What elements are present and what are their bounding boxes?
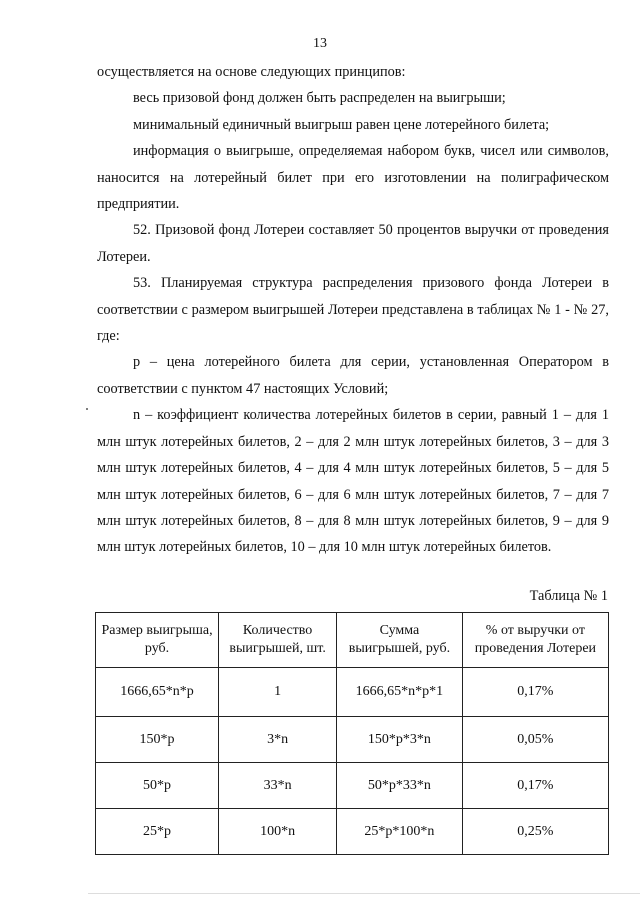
table-cell: 1666,65*n*p*1 xyxy=(337,668,463,717)
table-cell: 150*p xyxy=(96,717,219,763)
paragraph: информация о выигрыше, определяемая набором букв, чисел или символов, наносится на лотерейный билет при его изготовлении на полиграфическом предприятии. xyxy=(97,143,609,213)
table-cell: 150*p*3*n xyxy=(337,717,463,763)
paragraph: осуществляется на основе следующих принципов: xyxy=(97,64,406,80)
header-cell: Сумма выигрышей, руб. xyxy=(337,613,463,668)
table-cell: 50*p*33*n xyxy=(337,763,463,809)
scan-edge-line xyxy=(88,893,640,894)
table-header-row xyxy=(96,613,609,668)
paragraph: минимальный единичный выигрыш равен цене лотерейного билета; xyxy=(133,116,550,133)
paragraph: 52. Призовой фонд Лотереи составляет 50 процентов выручки от проведения Лотереи. xyxy=(97,222,609,265)
table-cell: 25*p*100*n xyxy=(337,809,463,855)
paragraph: весь призовой фонд должен быть распределен на выигрыши; xyxy=(133,90,506,107)
table-cell: 0,25% xyxy=(462,809,608,855)
table-row xyxy=(96,717,609,763)
table-cell: 100*n xyxy=(219,809,337,855)
header-cell: Количество выигрышей, шт. xyxy=(219,613,337,668)
scan-speck xyxy=(86,408,88,410)
paragraph: 53. Планируемая структура распределения призового фонда Лотереи в соответствии с размером выигрышей Лотереи представлена в таблицах № 1 - № 27, где: xyxy=(97,275,609,345)
table-cell: 0,17% xyxy=(462,763,608,809)
table-row xyxy=(96,809,609,855)
table-cell: 1666,65*n*p xyxy=(96,668,219,717)
page-number: 13 xyxy=(313,36,327,51)
header-cell: Размер выигрыша, руб. xyxy=(96,613,219,668)
paragraph: p – цена лотерейного билета для серии, установленная Оператором в соответствии с пунктом 47 настоящих Условий; xyxy=(97,354,609,397)
paragraph: n – коэффициент количества лотерейных билетов в серии, равный 1 – для 1 млн штук лотерейных билетов, 2 – для 2 млн штук лотерейных билетов, 3 – для 3 млн штук лотерейных билетов, 4 – для 4 млн штук лотерейных билетов, 5 – для 5 млн штук лотерейных билетов, 6 – для 6 млн штук лотерейных билетов, 7 – для 7 млн штук лотерейных билетов, 8 – для 8 млн штук лотерейных билетов, 9 – для 9 млн штук лотерейных билетов, 10 – для 10 млн штук лотерейных билетов. xyxy=(97,407,609,556)
table-cell: 25*p xyxy=(96,809,219,855)
table-row xyxy=(96,763,609,809)
table-cell: 0,05% xyxy=(462,717,608,763)
table-cell: 0,17% xyxy=(462,668,608,717)
table-cell: 50*p xyxy=(96,763,219,809)
header-cell: % от выручки от проведения Лотереи xyxy=(462,613,608,668)
prize-table xyxy=(95,612,609,855)
table-cell: 3*n xyxy=(219,717,337,763)
table-cell: 33*n xyxy=(219,763,337,809)
body-text xyxy=(97,59,609,561)
table-cell: 1 xyxy=(219,668,337,717)
table-row xyxy=(96,668,609,717)
table-label: Таблица № 1 xyxy=(529,588,608,604)
